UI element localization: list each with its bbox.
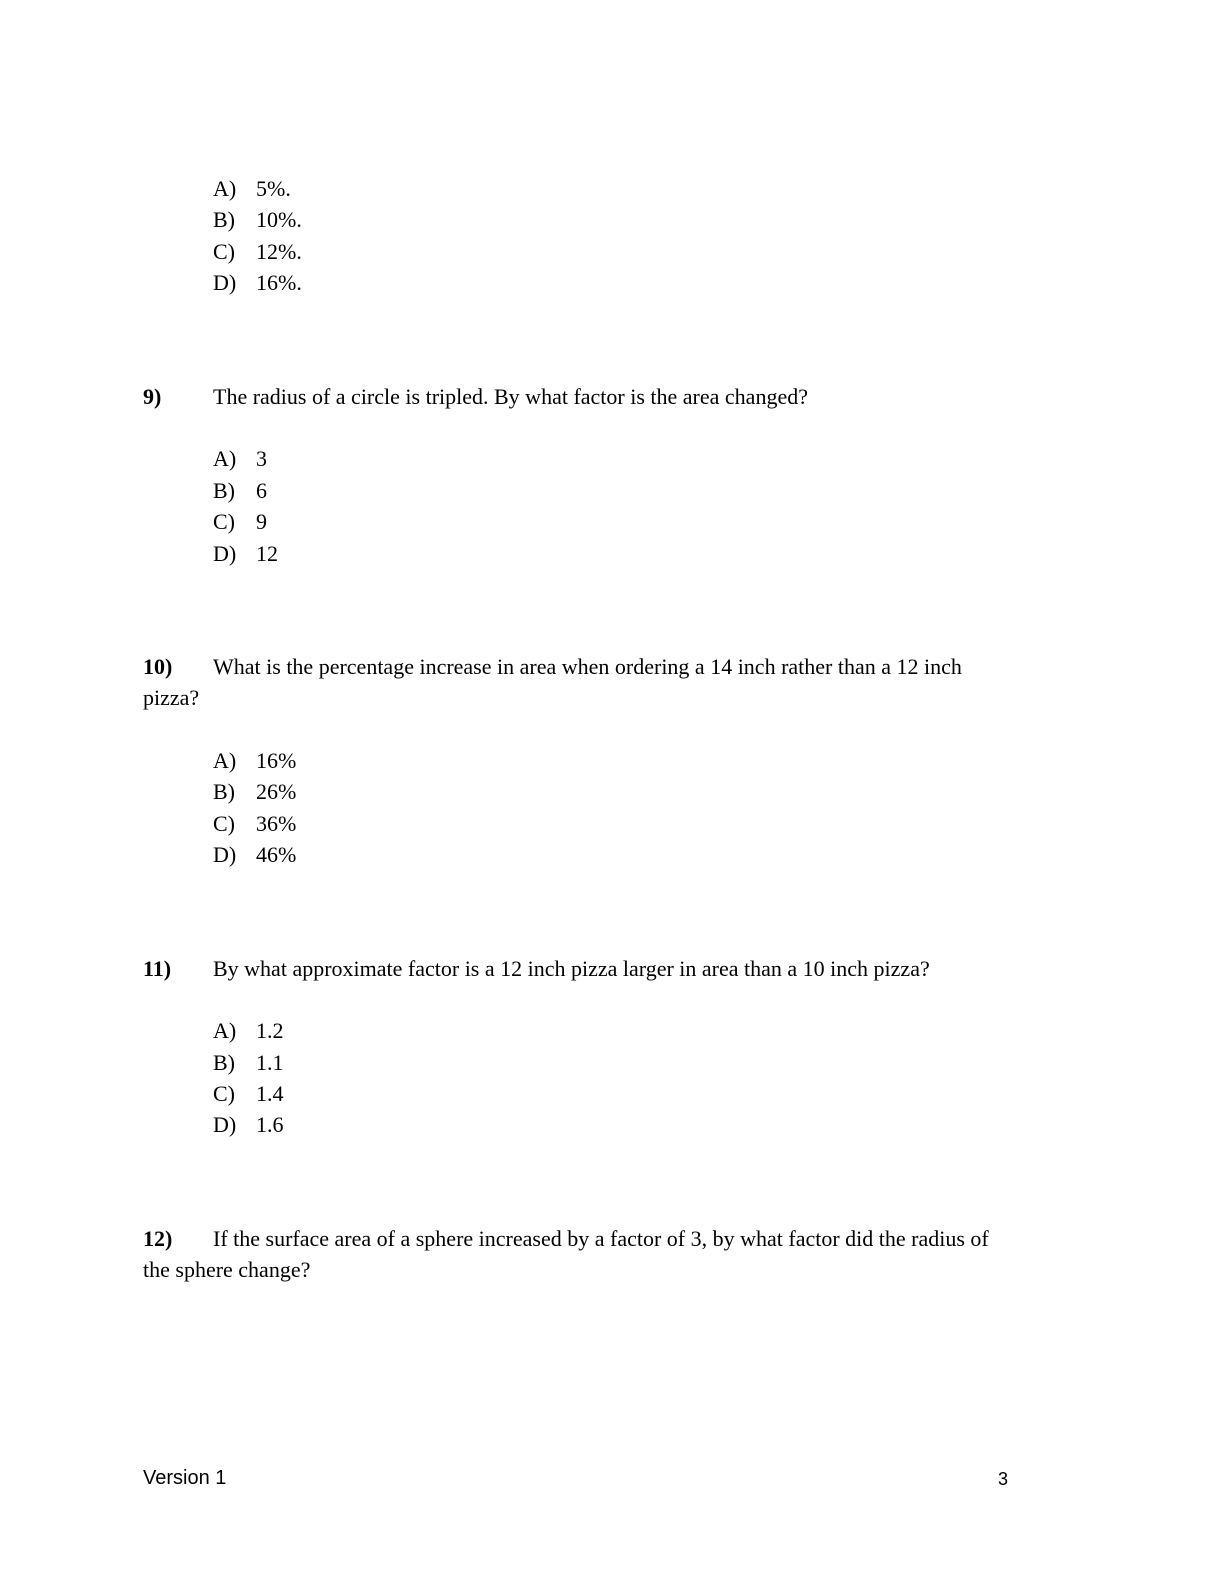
- question-text-continued: the sphere change?: [143, 1257, 311, 1282]
- question-number: 10): [143, 654, 173, 679]
- option-b: [213, 779, 296, 805]
- question-text: If the surface area of a sphere increased by a factor of 3, by what factor did the radius of: [213, 1226, 989, 1251]
- option-text: 12: [256, 541, 278, 566]
- option-text: 16%.: [256, 270, 302, 295]
- option-b: [213, 1050, 284, 1076]
- option-letter: A): [213, 748, 237, 773]
- option-c: [213, 1081, 284, 1107]
- option-d: [213, 1112, 284, 1138]
- option-letter: A): [213, 1018, 237, 1043]
- option-d: [213, 270, 302, 296]
- question-text-continued: pizza?: [143, 685, 200, 710]
- option-text: 46%: [256, 842, 297, 867]
- option-letter: C): [213, 239, 235, 264]
- option-d: [213, 842, 296, 868]
- option-letter: B): [213, 1050, 235, 1075]
- option-text: 3: [256, 446, 267, 471]
- option-a: [213, 1018, 284, 1044]
- option-text: 1.6: [256, 1112, 284, 1137]
- option-c: [213, 811, 296, 837]
- option-text: 1.2: [256, 1018, 284, 1043]
- option-letter: D): [213, 842, 237, 867]
- option-letter: B): [213, 207, 235, 232]
- option-b: [213, 478, 267, 504]
- option-letter: C): [213, 509, 235, 534]
- question-text: What is the percentage increase in area when ordering a 14 inch rather than a 12 inch: [213, 654, 962, 679]
- footer-page-number: 3: [998, 1469, 1009, 1489]
- option-a: [213, 748, 296, 774]
- option-text: 1.4: [256, 1081, 284, 1106]
- option-text: 16%: [256, 748, 297, 773]
- option-text: 5%.: [256, 176, 291, 201]
- question-text: By what approximate factor is a 12 inch pizza larger in area than a 10 inch pizza?: [213, 956, 930, 981]
- option-b: [213, 207, 302, 233]
- question-text: The radius of a circle is tripled. By what factor is the area changed?: [213, 384, 808, 409]
- option-letter: B): [213, 478, 235, 503]
- option-letter: C): [213, 1081, 235, 1106]
- option-text: 9: [256, 509, 267, 534]
- option-letter: B): [213, 779, 235, 804]
- option-letter: A): [213, 176, 237, 201]
- footer-version: Version 1: [143, 1467, 227, 1489]
- option-c: [213, 509, 267, 535]
- option-text: 6: [256, 478, 267, 503]
- option-c: [213, 239, 302, 265]
- option-letter: C): [213, 811, 235, 836]
- option-text: 36%: [256, 811, 297, 836]
- question-number: 9): [143, 384, 162, 409]
- option-letter: A): [213, 446, 237, 471]
- option-text: 12%.: [256, 239, 302, 264]
- option-d: [213, 541, 278, 567]
- option-letter: D): [213, 541, 237, 566]
- option-text: 10%.: [256, 207, 302, 232]
- question-number: 11): [143, 956, 172, 981]
- option-text: 1.1: [256, 1050, 284, 1075]
- option-a: [213, 446, 267, 472]
- option-a: [213, 176, 291, 202]
- option-letter: D): [213, 270, 237, 295]
- option-text: 26%: [256, 779, 297, 804]
- question-number: 12): [143, 1226, 173, 1251]
- option-letter: D): [213, 1112, 237, 1137]
